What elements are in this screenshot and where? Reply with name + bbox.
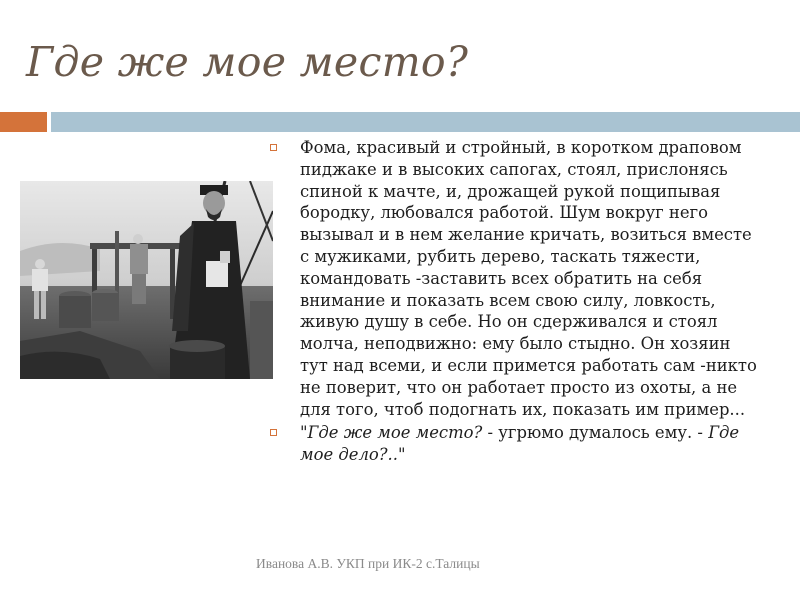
quote-text: [300, 422, 760, 466]
quote-italic-part-2: Где мое дело?..": [300, 423, 740, 465]
quote-italic-part-1: "Где же мое место?: [300, 423, 483, 443]
content-area: [270, 137, 760, 466]
bullet-paragraph-2: [270, 422, 760, 466]
bullet-square-icon: [270, 429, 277, 436]
paragraph-text: Фома, красивый и стройный, в коротком драповом пиджаке и в высоких сапогах, стоял, прислонясь спиной к мачте, и, дрожащей рукой пощипывая бородку, любовался работой. Шум вокруг него вызывал и в нем желание кричать, возиться вместе с мужиками, рубить дерево, таскать тяжести, командовать -заставить всех обратить на себя внимание и показать всем свою силу, ловкость, живую душу в себе. Но он сдерживался и стоял молча, неподвижно: ему было стыдно. Он хозяин тут над всеми, и если примется работать сам -никто не поверит, что он работает просто из охоты, а не для того, чтоб подогнать их, показать им пример...: [300, 138, 757, 419]
accent-bar-orange: [0, 112, 47, 132]
film-still-photo: [20, 181, 273, 379]
quote-plain-part: - угрюмо думалось ему. -: [482, 423, 709, 443]
bullet-paragraph-1: [270, 137, 760, 420]
slide-title: Где же мое место?: [26, 38, 469, 86]
footer-author: Иванова А.В. УКП при ИК-2 с.Талицы: [256, 556, 480, 571]
bullet-square-icon: [270, 144, 277, 151]
accent-bar-blue: [51, 112, 800, 132]
